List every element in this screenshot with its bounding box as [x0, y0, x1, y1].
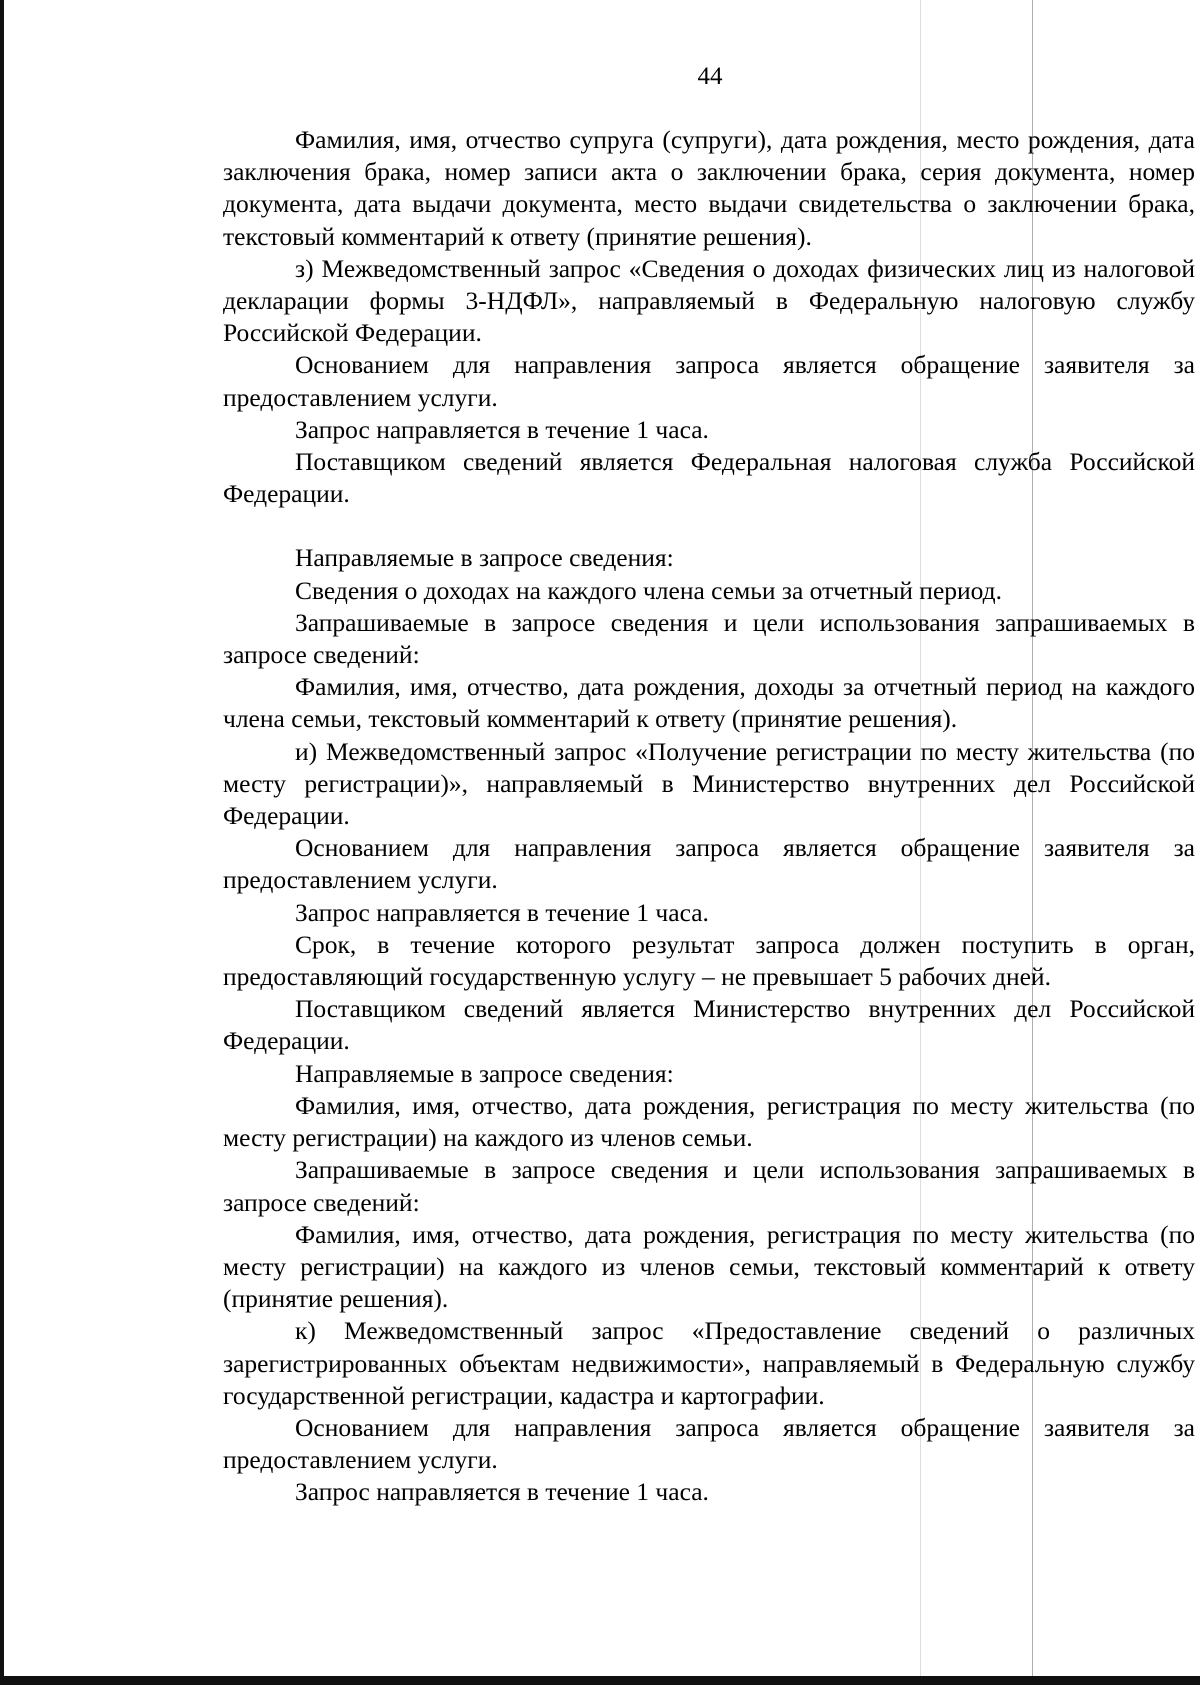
paragraph: Запрос направляется в течение 1 часа. [295, 1477, 709, 1507]
paragraph: Фамилия, имя, отчество, дата рождения, регистрация по месту жительства (по месту регистрации) на каждого из членов семьи. [223, 1090, 1195, 1153]
paragraph: Запрос направляется в течение 1 часа. [295, 897, 709, 927]
paragraph: и) Межведомственный запрос «Получение регистрации по месту жительства (по месту регистрации)», направляемый в Министерство внутренних дел Российской Федерации. [223, 736, 1195, 831]
paragraph: Фамилия, имя, отчество супруга (супруги), дата рождения, место рождения, дата заключения брака, номер записи акта о заключении брака, серия документа, номер документа, дата выдачи документа, место выдачи свидетельства о заключении брака, текстовый комментарий к ответу (принятие решения). [223, 125, 1195, 251]
paragraph: к) Межведомственный запрос «Предоставление сведений о различных зарегистрированных объектам недвижимости», направляемый в Федеральную службу государственной регистрации, кадастра и картографии. [223, 1316, 1195, 1410]
page-number: 44 [697, 63, 723, 90]
paragraph: Направляемые в запросе сведения: [295, 543, 674, 573]
paragraph: Поставщиком сведений является Федеральная налоговая служба Российской Федерации. [223, 447, 1195, 509]
blank-line [223, 510, 1195, 542]
paragraph: Сведения о доходах на каждого члена семьи за отчетный период. [295, 575, 1003, 605]
scan-edge-left [0, 0, 4, 1680]
document-body [223, 124, 1195, 1509]
paragraph: Фамилия, имя, отчество, дата рождения, регистрация по месту жительства (по месту регистрации) на каждого из членов семьи, текстовый комментарий к ответу (принятие решения). [223, 1219, 1195, 1314]
paragraph: Запрашиваемые в запросе сведения и цели использования запрашиваемых в запросе сведений: [223, 1155, 1195, 1217]
paragraph: Запрос направляется в течение 1 часа. [295, 414, 709, 444]
paragraph: Направляемые в запросе сведения: [295, 1058, 674, 1088]
paragraph: Запрашиваемые в запросе сведения и цели использования запрашиваемых в запросе сведений: [223, 607, 1195, 670]
paragraph: Поставщиком сведений является Министерство внутренних дел Российской Федерации. [223, 994, 1195, 1056]
paragraph: Фамилия, имя, отчество, дата рождения, доходы за отчетный период на каждого члена семьи, текстовый комментарий к ответу (принятие решения). [223, 672, 1195, 734]
paragraph: Основанием для направления запроса является обращение заявителя за предоставлением услуги. [223, 1412, 1195, 1475]
paragraph: Основанием для направления запроса является обращение заявителя за предоставлением услуги. [223, 350, 1195, 412]
paragraph: з) Межведомственный запрос «Сведения о доходах физических лиц из налоговой декларации формы 3-НДФЛ», направляемый в Федеральную налоговую службу Российской Федерации. [223, 253, 1195, 348]
scan-edge-bottom [0, 1676, 1200, 1685]
paragraph: Срок, в течение которого результат запроса должен поступить в орган, предоставляющий государственную услугу – не превышает 5 рабочих дней. [223, 929, 1195, 992]
paragraph: Основанием для направления запроса является обращение заявителя за предоставлением услуги. [223, 833, 1195, 895]
